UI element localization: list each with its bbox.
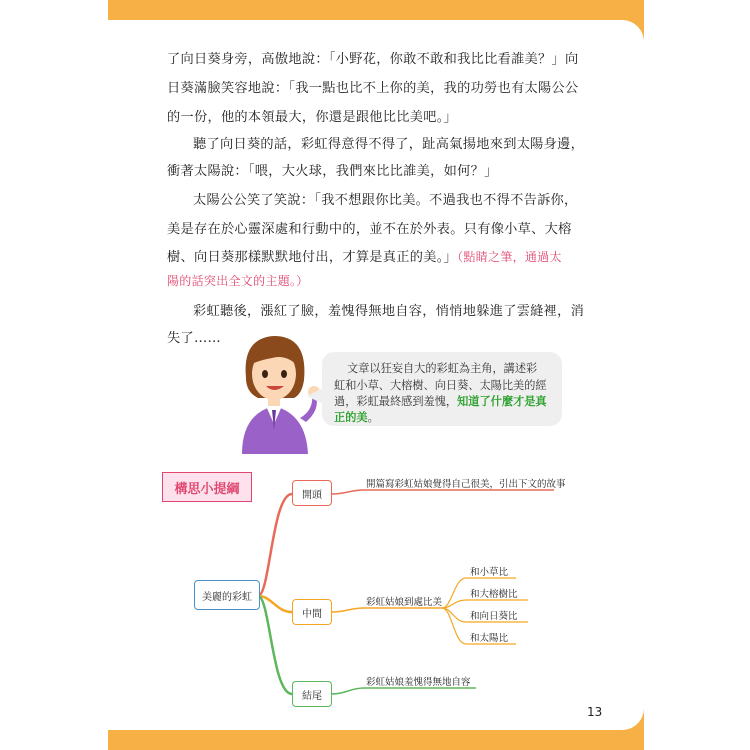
- story-line-6: 太陽公公笑了笑說：「我不想跟你比美。不過我也不得不告訴你，: [193, 193, 578, 208]
- opening-desc: 開篇寫彩虹姑娘覺得自己很美，引出下文的故事: [366, 479, 566, 490]
- story-line-3: 的一份，他的本領最大，你還是跟他比比美吧。」: [167, 110, 458, 125]
- story-line-7: 美是存在於心靈深處和行動中的，並不在於外表。只有像小草、大榕: [167, 222, 572, 237]
- middle-item-sunflower: 和向日葵比: [470, 611, 518, 622]
- note-end: 陽的話突出全文的主題。）: [167, 274, 309, 288]
- note-start: （點睛之筆，通過太: [457, 250, 562, 264]
- page-number: 13: [587, 705, 603, 719]
- ending-desc: 彩虹姑娘羞愧得無地自容: [366, 677, 471, 688]
- bubble-line-3-plain: 過，彩虹最終感到羞愧，: [334, 395, 458, 408]
- outline-title: 構思小提綱: [162, 472, 252, 502]
- middle-item-banyan: 和大榕樹比: [470, 589, 518, 600]
- story-line-5: 衝著太陽說：「喂，大火球，我們來比比誰美，如何？」: [167, 164, 498, 179]
- bubble-line-4-highlight: 正的美: [334, 411, 368, 424]
- middle-item-sun: 和太陽比: [470, 633, 509, 644]
- story-line-1: 了向日葵身旁，高傲地說：「小野花，你敢不敢和我比比看誰美？」向: [167, 52, 579, 67]
- story-line-4: 聽了向日葵的話，彩虹得意得不得了，趾高氣揚地來到太陽身邊，: [193, 137, 585, 152]
- root-node: 美麗的彩虹: [194, 580, 260, 610]
- story-line-9: 彩虹聽後，漲紅了臉，羞愧得無地自容，悄悄地躲進了雲縫裡，消: [193, 304, 585, 319]
- bubble-line-1: 文章以狂妄自大的彩虹為主角，講述彩: [347, 362, 538, 375]
- middle-desc: 彩虹姑娘到處比美: [366, 597, 443, 608]
- bubble-line-3-highlight: 知道了什麼才是真: [457, 395, 547, 408]
- middle-item-grass: 和小草比: [470, 567, 509, 578]
- opening-node: 開頭: [292, 480, 332, 506]
- story-line-10: 失了……: [167, 331, 221, 346]
- story-line-2: 日葵滿臉笑容地說：「我一點也比不上你的美，我的功勞也有太陽公公: [167, 81, 579, 96]
- bubble-line-2: 虹和小草、大榕樹、向日葵、太陽比美的經: [334, 379, 547, 392]
- bubble-line-4-end: 。: [367, 411, 379, 424]
- story-line-8-text: 樹、向日葵那樣默默地付出，才算是真正的美。」: [167, 250, 458, 265]
- ending-node: 結尾: [292, 681, 332, 707]
- middle-node: 中間: [292, 599, 332, 625]
